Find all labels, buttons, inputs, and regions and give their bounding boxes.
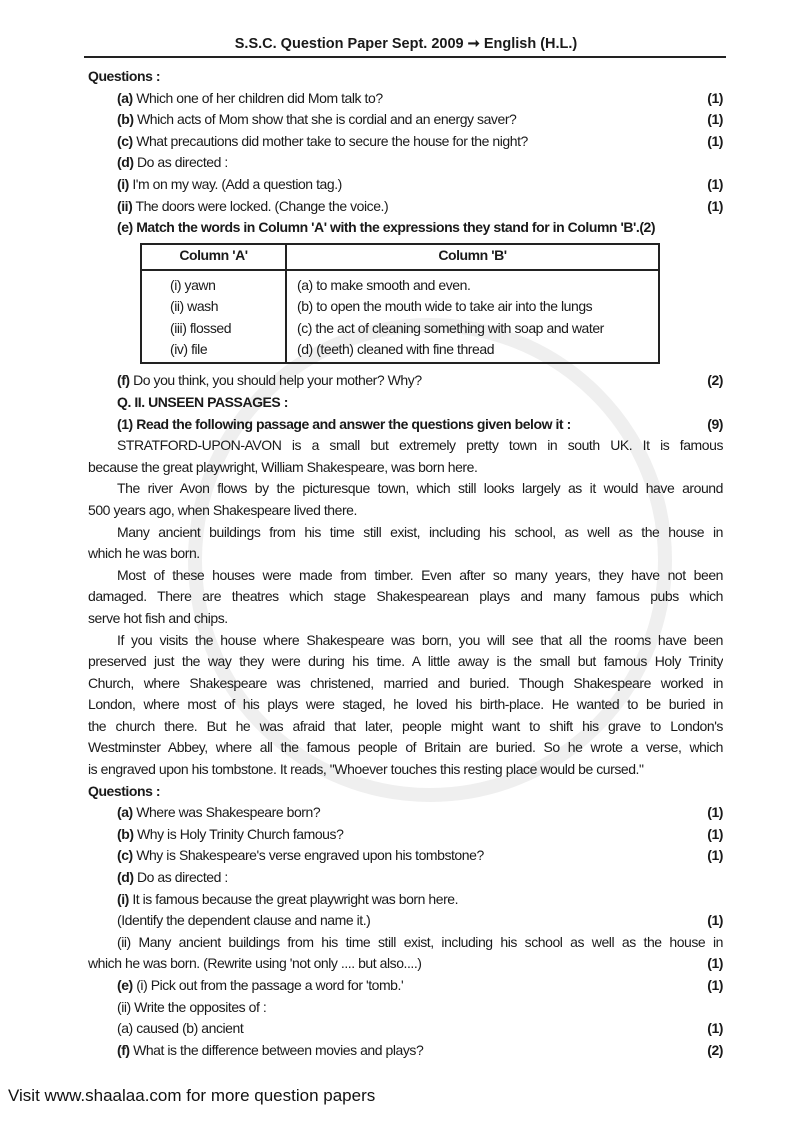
passage-line: damaged. There are theatres which stage Shakespearean plays and many famous pubs which [88,588,723,605]
question-item [88,88,723,110]
question-text [117,131,528,153]
question-text [117,196,388,218]
passage-line: If you visits the house where Shakespeare was born, you will see that all the rooms have been [117,631,723,648]
question-text [117,109,516,131]
question-text [117,824,343,846]
question-body: Which one of her children did Mom talk to? [132,89,383,106]
question-item [88,109,723,131]
question-item [88,174,723,196]
question-mark: (1) [707,175,723,192]
question-text [117,975,403,997]
question-item [88,196,723,218]
question-item [88,131,723,153]
question-text [117,1018,243,1040]
footer-link[interactable]: Visit www.shaalaa.com for more question papers [8,1086,376,1105]
question-mark: (2) [707,1041,723,1058]
question-body: I'm on my way. (Add a question tag.) [128,175,342,192]
question-label: (a) [117,89,133,106]
question-mark [715,889,723,911]
column-a-item: (ii) wash [170,298,219,315]
match-table [140,243,660,365]
question-label: (a) [117,804,133,821]
question-text [117,802,320,824]
column-a-header: Column 'A' [141,244,286,270]
passage-line: is engraved upon his tombstone. It reads, "Whoever touches this resting place would be cursed." [88,761,644,778]
question-item [88,1040,723,1062]
question-label: (c) [117,132,133,149]
column-b-cell [286,270,659,364]
passage [88,435,723,781]
question-item [88,152,723,174]
question-item [88,824,723,846]
question-mark: (1) [707,825,723,842]
question-label: (e) [117,977,133,993]
question-label: (f) [117,372,130,389]
question-text [117,997,266,1019]
question-item [88,910,723,932]
question-mark: (1) [707,111,723,128]
column-b-item: (a) to make smooth and even. [297,276,471,293]
question-body: It is famous because the great playwright was born here. [128,890,459,907]
question-text [117,845,484,867]
section-heading: Q. II. UNSEEN PASSAGES : [117,393,288,410]
question-body: The doors were locked. (Change the voice.) [132,197,389,214]
question-label: (ii) [117,197,133,214]
passage-line: Many ancient buildings from his time still exist, including his school, as well as the house in [117,523,723,540]
question-mark [715,152,723,174]
instruction-mark: (9) [707,415,723,432]
question-body: which he was born. (Rewrite using 'not only .... but also....) [88,955,422,972]
questions-heading-2: Questions : [88,782,161,799]
question-label: (i) [117,890,129,907]
question-body: Which acts of Mom show that she is cordial and an energy saver? [133,111,517,128]
column-b-header: Column 'B' [286,244,659,270]
question-mark: (1) [707,197,723,214]
passage-instruction [88,414,723,436]
question-label: (d) [117,154,134,171]
question-body: (ii) Write the opposites of : [117,998,267,1015]
question-mark: (2) [707,372,723,389]
question-text [117,370,422,392]
passage-line: Church, where Shakespeare was christened, married and buried. Though Shakespeare worked in [88,674,723,691]
question-body: Do as directed : [133,869,228,886]
match-prompt-text: (e) Match the words in Column 'A' with the expressions they stand for in Column 'B'.(2) [117,219,656,236]
question-mark: (1) [707,132,723,149]
question-item [88,975,723,997]
question-body: Why is Holy Trinity Church famous? [133,825,344,842]
question-text [117,152,228,174]
passage-line: STRATFORD-UPON-AVON is a small but extremely pretty town in south UK. It is famous [117,437,723,454]
column-a-item: (iv) file [170,340,208,357]
passage-line: serve hot fish and chips. [88,609,228,626]
instruction-text: (1) Read the following passage and answer the questions given below it : [117,415,571,432]
question-text [117,174,342,196]
question-label: (i) [117,175,129,192]
passage-line: the church there. But he was afraid that later, people might want to shift his grave to London's [88,717,723,734]
question-item [88,867,723,889]
passage-line: London, where most of his plays were staged, he loved his birth-place. He wanted to be buried in [88,696,723,713]
passage-line: which he was born. [88,545,200,562]
question-item [88,889,723,911]
passage-line: The river Avon flows by the picturesque town, which still looks largely as it would have around [117,480,723,497]
column-b-item: (b) to open the mouth wide to take air into the lungs [297,298,593,315]
question-text [117,1040,423,1062]
question-body: Why is Shakespeare's verse engraved upon his tombstone? [132,847,484,864]
passage-line: Most of these houses were made from timber. Even after so many years, they have not been [117,566,723,583]
question-mark: (1) [707,912,723,929]
column-b-item: (c) the act of cleaning something with soap and water [297,319,604,336]
column-a-item: (i) yawn [170,276,216,293]
question-item [88,802,723,824]
question-body: Do as directed : [133,154,228,171]
question-body: (Identify the dependent clause and name it.) [117,912,371,929]
column-a-item: (iii) flossed [170,319,232,336]
passage-line: because the great playwright, William Shakespeare, was born here. [88,458,478,475]
passage-line: 500 years ago, when Shakespeare lived there. [88,501,357,518]
question-d-ii-line2 [88,953,723,975]
question-f [88,370,723,392]
question-body: What precautions did mother take to secure the house for the night? [132,132,528,149]
question-item [88,1018,723,1040]
question-mark: (1) [707,804,723,821]
question-mark: (1) [707,977,723,993]
passage-line: preserved just the way they were during his time. A little away is the small but famous Holy Trinity [88,653,723,670]
question-mark: (1) [707,1020,723,1037]
question-body: (a) caused (b) ancient [117,1020,244,1037]
question-body: (i) Pick out from the passage a word for 'tomb.' [132,977,404,993]
question-mark [715,997,723,1019]
question-mark [715,867,723,889]
question-d-ii-line1: (ii) Many ancient buildings from his time still exist, including his school as well as the house in [117,933,723,950]
question-text [117,910,370,932]
passage-line: Westminster Abbey, where all the famous people of Britain are buried. So he wrote a verse, which [88,739,723,756]
column-a-cell [141,270,286,364]
questions-heading: Questions : [88,68,161,84]
question-text [117,889,458,911]
question-mark: (1) [707,89,723,106]
question-label: (f) [117,1041,130,1058]
question-body: What is the difference between movies and plays? [129,1041,424,1058]
question-label: (b) [117,825,134,842]
title-rule [84,56,726,58]
match-prompt [88,217,723,239]
question-text [117,88,383,110]
question-item [88,997,723,1019]
question-paper [88,66,723,1061]
question-mark: (1) [707,847,723,864]
page-title: S.S.C. Question Paper Sept. 2009 ➞ English (H.L.) [234,36,578,52]
question-body: Where was Shakespeare born? [132,804,321,821]
question-text [117,867,228,889]
question-label: (c) [117,847,133,864]
question-label: (d) [117,869,134,886]
question-body: Do you think, you should help your mother? Why? [129,372,422,389]
question-label: (b) [117,111,134,128]
question-item [88,845,723,867]
question-mark: (1) [707,955,723,972]
column-b-item: (d) (teeth) cleaned with fine thread [297,340,495,357]
